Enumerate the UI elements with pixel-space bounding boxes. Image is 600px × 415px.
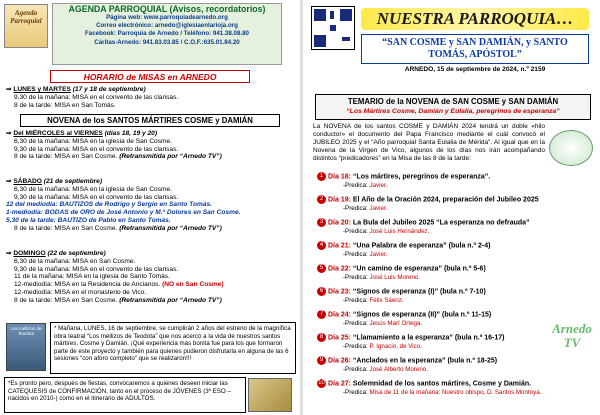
caritas-line: Cáritas-Arnedo: 941.83.03.85 / C.O.F.:635.01.84.20	[94, 38, 240, 46]
lunes-martes-block: ⇒ LUNES y MARTES (17 y 18 de septiembre) 9,30 de la mañana: MISA en el convento de las clarisas. 8 de la tarde: MISA en San Tomás.	[6, 86, 179, 109]
confirmation-note: *Es pronto pero, después de fiestas, convocaremos a quienes deseen iniciar las CATEQUESIS de CONFIRMACIÓN, tanto en el proceso de JÓVENES (3º ESO –nacidos en 2010-) como en el itinerario de ADULTOS.	[4, 377, 246, 413]
issue-date: ARNEDO, 15 de septiembre de 2024, n.º 2159	[404, 66, 546, 73]
jubilee-logo	[549, 130, 593, 166]
contact-info-box	[52, 3, 282, 65]
temario-title: TEMARIO de la NOVENA de SAN COSME y SAN DAMIÁN	[347, 97, 559, 106]
novena-intro: La NOVENA de los santos COSME y DAMIÁN 2024 tendrá un doble «hilo conductor» el documento del Papa Francisco mediante el cuál convocó el JUBILEO 2025 y el “Año parroquial Santa Eulalia de Mérida”. Al igual que en la Novena de la Virgen de Vico, algunos de los días nos irán acompañando distintos “predicadores” en la Misa de las 8 de la tarde:	[313, 123, 545, 162]
novena-day-20: 3 Día 20: La Bula del Jubileo 2025 “La esperanza no defrauda” -Predica: José Luis Hernández.	[317, 218, 597, 236]
temario-subtitle: “Los Mártires Cosme, Damián y Eulalia, peregrinos de esperanza”	[346, 108, 560, 115]
novena-day-22: 5 Día 22: “Un camino de esperanza” (bula n.º 5-6) -Predica: José Luis Moreno.	[317, 264, 597, 282]
novena-day-26: 9 Día 26: “Anclados en la esperanza” (bula n.º 18-25) -Predica: José Alberto Moreno.	[317, 356, 597, 374]
novena-day-19: 2 Día 19: El Año de la Oración 2024, preparación del Jubileo 2025 -Predica: Javier.	[317, 195, 597, 213]
theatre-poster-image: Los mellizos de Teodota	[6, 323, 46, 371]
novena-day-24: 7 Día 24: “Signos de esperanza (II)” (bula n.º 11-15) -Predica: Jesús Marí Ortega.	[317, 310, 597, 328]
horario-title: HORARIO de MISAS en ARNEDO	[50, 70, 250, 83]
web-line[interactable]: Página web: www.parroquiadearnedo.org	[106, 14, 228, 21]
agenda-title: AGENDA PARROQUIAL (Avisos, recordatorios)	[68, 4, 266, 14]
nuestra-parroquia-title: NUESTRA PARROQUIA…	[361, 8, 589, 30]
arnedo-tv-logo: Arnedo TV	[552, 321, 592, 350]
temario-box	[315, 94, 591, 120]
sabado-block: ⇒ SÁBADO (21 de septiembre) 6,30 de la mañana: MISA en la iglesia de San Cosme. 9,30 de la mañana: MISA en el convento de las clarisas. 12 del mediodía: BAUTIZOS de Rodrigo y Sergio en Santo Tomás. 1-mediodía: BODAS de ORO de José Antonio y M.ª Dolores en San Cosme. 5,30 de la tarde: BAUTIZO de Pablo en Santo Tomás. 8 de la tarde: MISA en San Cosme. (Retransmitida por “Arnedo TV”)	[6, 178, 241, 232]
saints-title: “SAN COSME y SAN DAMIÁN, y SANTO TOMÁS, APÓSTOL”	[361, 34, 589, 64]
anniversary-note: * Mañana, LUNES, 16 de septiembre, se cumplirán 2 años del estreno de la magnífica obra teatral “Los mellizos de Teodota” que nos acercó a la vida de nuestros santos mártires, Cosme y Damián. ¡Qué experiencia más bonita fue para los que formaron parte de este proyecto y también para quienes pudieron disfrutarla en alguna de las 6 sesiones “con aforo completo” que se realizaron!!!	[50, 322, 296, 374]
facebook-line: Facebook: Parroquia de Arnedo / Teléfono: 941.38.08.80	[84, 30, 250, 38]
email-line[interactable]: Correo electrónico: arnedo@iglesiaenlarioja.org	[96, 22, 238, 30]
novena-day-27: 10 Día 27: Solemnidad de los santos mártires, Cosme y Damián. -Predica: Misa de 11 de la mañana: Nuestro obispo, D. Santos Montoya.	[318, 380, 542, 396]
novena-day-23: 6 Día 23: “Signos de esperanza (I)” (bula n.º 7-10) -Predica: Félix Sáenz.	[317, 287, 597, 305]
domingo-block: ⇒ DOMINGO (22 de septiembre) 6,30 de la mañana: MISA en San Cosme. 9,30 de la mañana: MISA en el convento de las clarisas. 11 de la mañana: MISA en la iglesia de Santo Tomás. 12-mediodía: MISA en la Residencia de Ancianos. (NO en San Cosme) 12-mediodía: MISA en el monasterio de Vico. 8 de la tarde: MISA en San Cosme. (Retransmitida por “Arnedo TV”)	[6, 250, 224, 304]
novena-title: NOVENA de los SANTOS MÁRTIRES COSME y DAMIÁN	[20, 114, 280, 127]
agenda-logo: Agenda Parroquial	[4, 4, 48, 48]
miercoles-viernes-block: ⇒ Del MIÉRCOLES al VIERNES (días 18, 19 y 20) 6,30 de la mañana: MISA en la iglesia de San Cosme. 9,30 de la mañana: MISA en el convento de las clarisas. 8 de la tarde: MISA en San Cosme. (Retransmitida por “Arnedo TV”)	[6, 130, 222, 161]
novena-day-21: 4 Día 21: “Una Palabra de esperanza” (bula n.º 2-4) -Predica: Javier.	[317, 241, 597, 259]
right-page	[303, 0, 600, 415]
qr-code-icon[interactable]	[311, 6, 355, 50]
catechesis-image	[248, 378, 292, 412]
novena-day-18: 1 Día 18: “Los mártires, peregrinos de esperanza”. -Predica: Javier.	[317, 172, 597, 190]
novena-day-25: 8 Día 25: “Llamamiento a la esperanza” (bula n.º 16-17) -Predica: P. Ignacio, de Vico.	[317, 333, 597, 351]
